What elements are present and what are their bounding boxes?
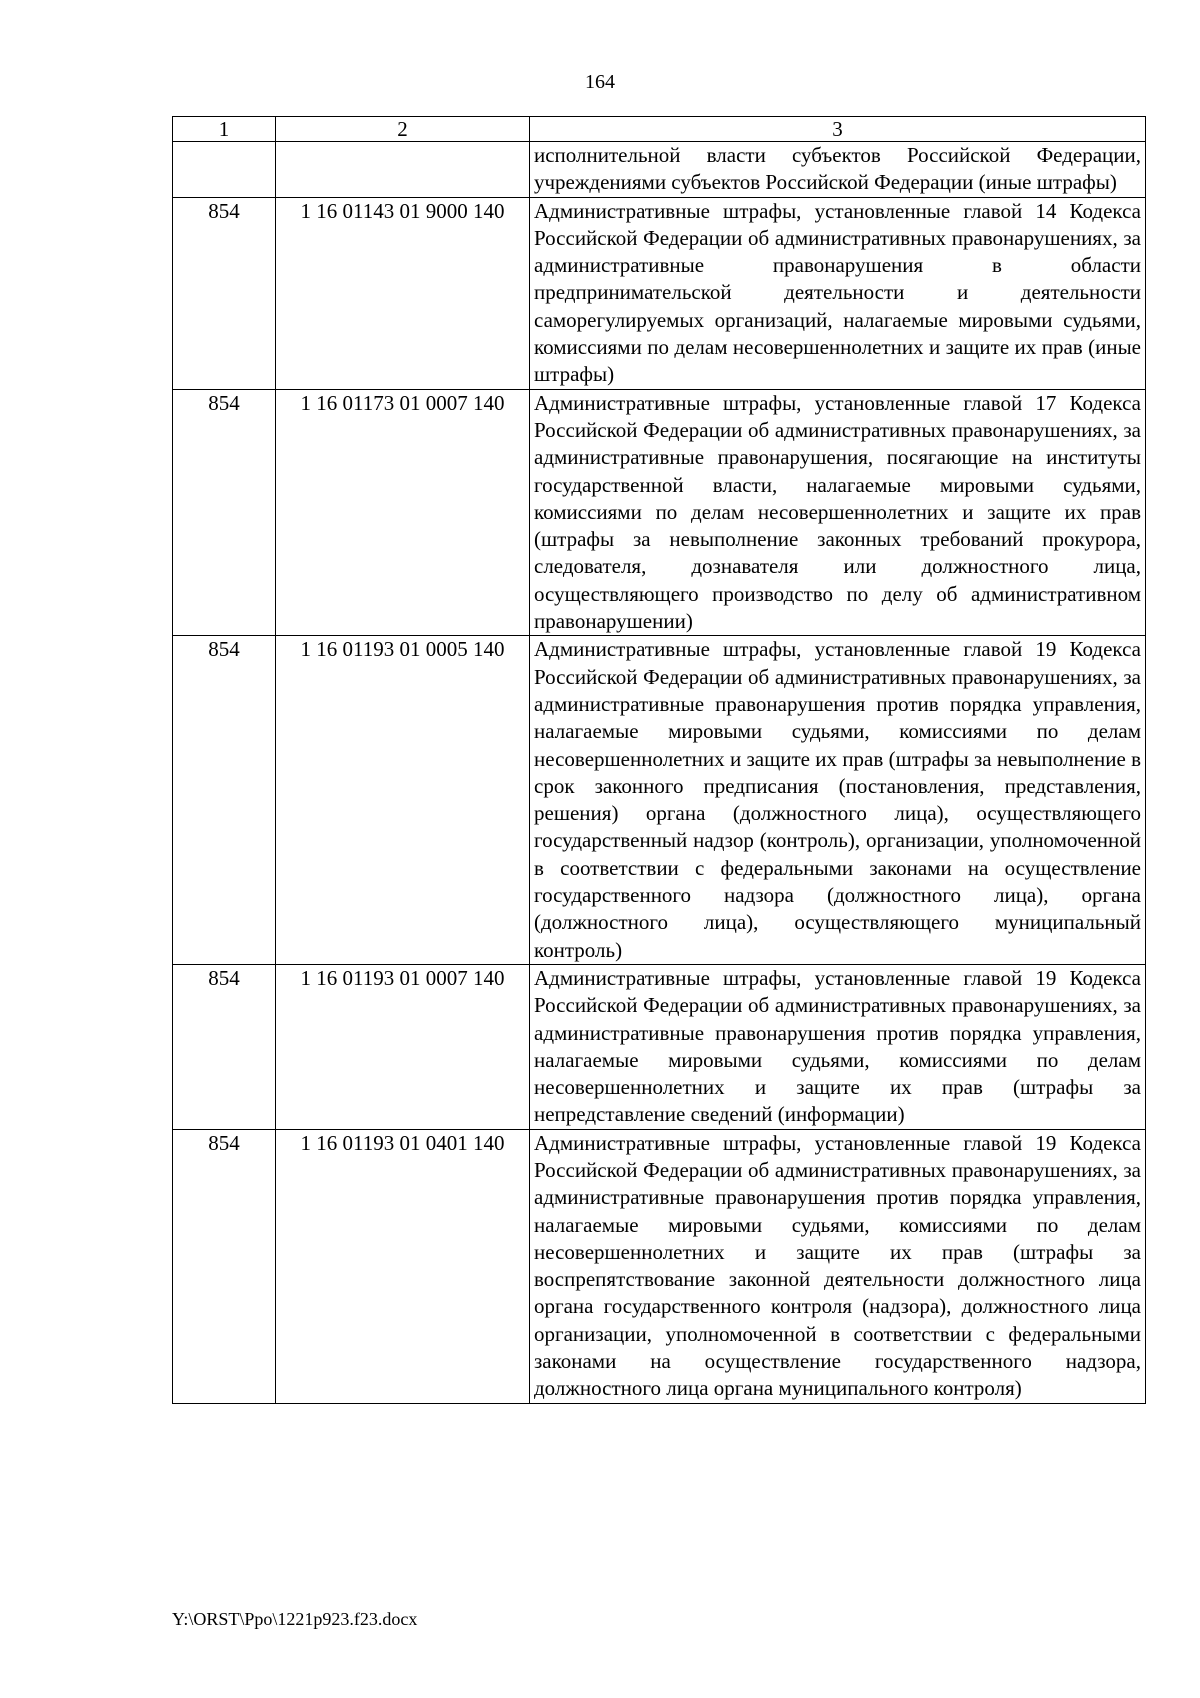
description-cell: Административные штрафы, установленные главой 19 Кодекса Российской Федерации об административных правонарушениях, за административные правонарушения против порядка управления, налагаемые мировыми судьями, комиссиями по делам несовершеннолетних и защите их прав (штрафы за невыполнение в срок законного предписания (постановления, представления, решения) органа (должностного лица), осуществляющего государственный надзор (контроль), организации, уполномоченной в соответствии с федеральными законами на осуществление государственного надзора (должностного лица), органа (должностного лица), осуществляющего муниципальный контроль): [530, 636, 1146, 965]
description-cell: исполнительной власти субъектов Российской Федерации, учреждениями субъектов Российской Федерации (иные штрафы): [530, 142, 1146, 198]
budget-code-cell: 1 16 01173 01 0007 140: [276, 389, 530, 636]
budget-code-cell: 1 16 01193 01 0401 140: [276, 1129, 530, 1403]
table-row: [173, 197, 1146, 389]
description-cell: Административные штрафы, установленные главой 14 Кодекса Российской Федерации об административных правонарушениях, за административные правонарушения в области предпринимательской деятельности и деятельности саморегулируемых организаций, налагаемые мировыми судьями, комиссиями по делам несовершеннолетних и защите их прав (иные штрафы): [530, 197, 1146, 389]
description-cell: Административные штрафы, установленные главой 17 Кодекса Российской Федерации об административных правонарушениях, за административные правонарушения, посягающие на институты государственной власти, налагаемые мировыми судьями, комиссиями по делам несовершеннолетних и защите их прав (штрафы за невыполнение законных требований прокурора, следователя, дознавателя или должностного лица, осуществляющего производство по делу об административном правонарушении): [530, 389, 1146, 636]
document-file-path: Y:\ORST\Ppo\1221p923.f23.docx: [172, 1609, 418, 1629]
table-row: [173, 964, 1146, 1129]
page-number: 164: [585, 71, 615, 93]
budget-code-cell: 1 16 01143 01 9000 140: [276, 197, 530, 389]
admin-code-cell: 854: [173, 1129, 276, 1403]
table-header-row: [173, 117, 1146, 142]
budget-code-cell: 1 16 01193 01 0005 140: [276, 636, 530, 965]
admin-code-cell: 854: [173, 389, 276, 636]
description-cell: Административные штрафы, установленные главой 19 Кодекса Российской Федерации об административных правонарушениях, за административные правонарушения против порядка управления, налагаемые мировыми судьями, комиссиями по делам несовершеннолетних и защите их прав (штрафы за непредставление сведений (информации): [530, 964, 1146, 1129]
column-header-2: 2: [276, 117, 530, 142]
table-row: [173, 142, 1146, 198]
table-row: [173, 1129, 1146, 1403]
column-header-1: 1: [173, 117, 276, 142]
budget-code-cell: 1 16 01193 01 0007 140: [276, 964, 530, 1129]
column-header-3: 3: [530, 117, 1146, 142]
admin-code-cell: 854: [173, 636, 276, 965]
table-row: [173, 636, 1146, 965]
description-cell: Административные штрафы, установленные главой 19 Кодекса Российской Федерации об административных правонарушениях, за административные правонарушения против порядка управления, налагаемые мировыми судьями, комиссиями по делам несовершеннолетних и защите их прав (штрафы за воспрепятствование законной деятельности должностного лица органа государственного контроля (надзора), должностного лица организации, уполномоченной в соответствии с федеральными законами на осуществление государственного надзора, должностного лица органа муниципального контроля): [530, 1129, 1146, 1403]
admin-code-cell: 854: [173, 197, 276, 389]
admin-code-cell: 854: [173, 964, 276, 1129]
admin-code-cell: [173, 142, 276, 198]
budget-codes-table: [172, 116, 1146, 1404]
table-row: [173, 389, 1146, 636]
budget-code-cell: [276, 142, 530, 198]
